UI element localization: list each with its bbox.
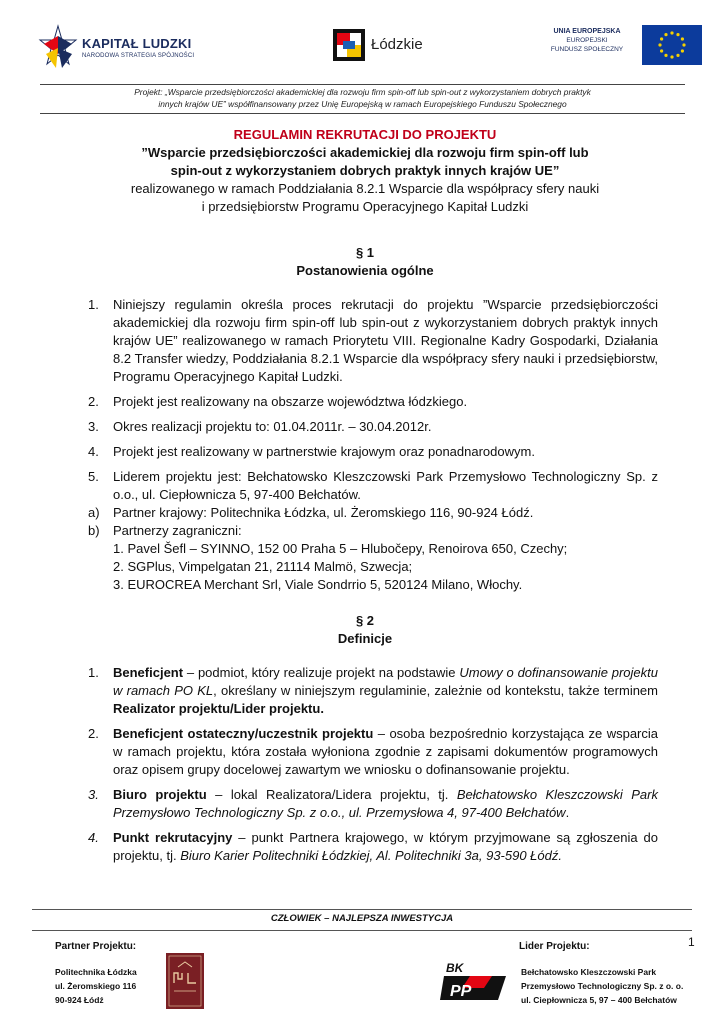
definition-italic: Biuro Karier Politechniki Łódzkiej, Al. Politechniki 3a, 93-590 Łódź. (180, 848, 562, 863)
eu-flag-icon (642, 25, 702, 65)
list-item-text: Okres realizacji projektu to: 01.04.2011r. – 30.04.2012r. (113, 419, 432, 434)
definition-italic: Bełchatowsko Kleszczowski Park Przemysłowo Technologiczny Sp. z o.o., ul. Przemysłowa 4, 97-400 Bełchatów (113, 787, 658, 820)
section-1-title: Postanowienia ogólne (296, 263, 434, 278)
lider-address-line: Bełchatowsko Kleszczowski Park (521, 967, 657, 977)
list-item (88, 443, 658, 461)
list-item-number: 2. (88, 394, 99, 409)
partner-foreign-text: Partnerzy zagraniczni: (113, 523, 242, 538)
section-1-heading (60, 244, 670, 280)
list-item-number: 1. (88, 297, 99, 312)
foreign-partner-2: 2. SGPlus, Vimpelgatan 21, 21114 Malmö, Szwecja; (113, 559, 413, 574)
title-line-3: realizowanego w ramach Poddziałania 8.2.1 Wsparcie dla współpracy sfery nauki (130, 181, 600, 196)
list-item-letter: b) (88, 523, 100, 538)
section-2-title: Definicje (337, 631, 393, 646)
list-item-text: Projekt jest realizowany w partnerstwie krajowym oraz ponadnarodowym. (113, 444, 535, 459)
definition-number: 3. (88, 787, 99, 802)
list-item-text: Niniejszy regulamin określa proces rekrutacji do projektu ”Wsparcie przedsiębiorczości akademickiej dla rozwoju firm spin-off lub spin-out z wykorzystaniem dobrych praktyk innych krajów UE” realizowanego w ramach Priorytetu VIII. Regionalne Kadry Gospodarki, Działania 8.2 Transfer wiedzy, Poddziałania 8.2.1 Wsparcie dla współpracy sfery nauki i przedsiębiorstw, Programu Operacyjnego Kapitał Ludzki. (113, 297, 658, 384)
section-2-number: § 2 (355, 613, 375, 628)
lider-address-line: Przemysłowo Technologiczny Sp. z o. o. (521, 981, 684, 991)
eu-line-1: UNIA EUROPEJSKA (553, 28, 621, 35)
definition-text: – podmiot, który realizuje projekt na podstawie (183, 665, 460, 680)
lider-label: Lider Projektu: (519, 941, 590, 952)
list-item-number: 5. (88, 469, 99, 484)
foreign-partner-1: 1. Pavel Šefl – SYINNO, 152 00 Praha 5 – Hlubočepy, Renoirova 650, Czechy; (113, 541, 568, 556)
title-line-4: i przedsiębiorstw Programu Operacyjnego Kapitał Ludzki (201, 199, 529, 214)
definition-number: 2. (88, 726, 99, 741)
title-line-2: spin-out z wykorzystaniem dobrych praktyk innych krajów UE” (170, 163, 560, 178)
definition-text: , określany w niniejszym regulaminie, zależnie od kontekstu, także terminem (213, 683, 658, 698)
partner-national-item (88, 504, 658, 522)
definition-text: – punkt Partnera krajowego, w którym przyjmowane są zgłoszenia do projektu, tj. (113, 830, 659, 863)
partner-address-line: 90-924 Łódź (55, 995, 104, 1005)
lodzkie-logo (331, 27, 431, 67)
partner-national-text: Partner krajowy: Politechnika Łódzka, ul. Żeromskiego 116, 90-924 Łódź. (113, 505, 534, 520)
definition-item (88, 786, 658, 822)
definition-item (88, 664, 658, 718)
list-item (88, 393, 658, 411)
section-2-heading (60, 612, 670, 648)
list-item (88, 418, 658, 436)
lider-address (521, 965, 683, 1007)
list-item-number: 4. (88, 444, 99, 459)
footer-divider-top (32, 909, 692, 910)
partner-address (55, 965, 137, 1007)
list-item-text: Liderem projektu jest: Bełchatowsko Kleszczowski Park Przemysłowo Technologiczny Sp. z o.o., ul. Ciepłownicza 5, 97-400 Bełchatów. (113, 469, 658, 502)
title-line-1: ”Wsparcie przedsiębiorczości akademickiej dla rozwoju firm spin-off lub (141, 145, 589, 160)
list-item-number: 3. (88, 419, 99, 434)
definition-bold: Realizator projektu/Lider projektu. (113, 701, 324, 716)
list-item (88, 468, 658, 504)
kapital-ludzki-title: KAPITAŁ LUDZKI (82, 36, 192, 51)
project-note-line-2: innych krajów UE” współfinansowany przez Unię Europejską w ramach Europejskiego Funduszu Społecznego (158, 99, 567, 109)
lider-address-line: ul. Ciepłownicza 5, 97 – 400 Bełchatów (521, 995, 677, 1005)
footer-divider-bottom (32, 930, 692, 931)
svg-text:BK: BK (446, 961, 464, 975)
page-header (0, 0, 725, 82)
politechnika-lodzka-logo-icon (166, 953, 204, 1009)
definition-term: Beneficjent (113, 665, 184, 680)
eu-text (532, 27, 642, 54)
header-divider (40, 113, 685, 114)
eu-logo (540, 17, 708, 73)
definition-text: – osoba bezpośrednio korzystająca ze wsparcia w ramach projektu, która została wyłoniona zgodnie z zapisami dokumentów programowych oraz opisem grupy docelowej zawartym we wniosku o dofinansowanie projektu. (113, 726, 659, 777)
definition-number: 4. (88, 830, 99, 845)
kapital-ludzki-logo (38, 24, 208, 74)
eu-line-2: EUROPEJSKI (566, 37, 608, 44)
lodzkie-mark-icon (331, 27, 367, 63)
list-item-text: Projekt jest realizowany na obszarze województwa łódzkiego. (113, 394, 468, 409)
svg-text:PP: PP (450, 983, 472, 1000)
partner-address-line: Politechnika Łódzka (55, 967, 137, 977)
list-item (88, 296, 658, 386)
title-heading: REGULAMIN REKRUTACJI DO PROJEKTU (233, 127, 497, 142)
bkppt-logo-icon (440, 958, 510, 1004)
definition-item (88, 725, 658, 779)
definition-italic: Umowy o dofinansowanie projektu w ramach PO KL (113, 665, 658, 698)
kapital-ludzki-subtitle: NARODOWA STRATEGIA SPÓJNOŚCI (82, 53, 195, 59)
partner-foreign-item (88, 522, 658, 540)
section-1-number: § 1 (355, 245, 375, 260)
document-title (60, 126, 670, 216)
definition-end: . (565, 805, 570, 820)
definition-term: Biuro projektu (113, 787, 207, 802)
definition-item (88, 829, 658, 865)
list-item-letter: a) (88, 505, 100, 520)
foreign-partner-3: 3. EUROCREA Merchant Srl, Viale Sondrrio 5, 520124 Milano, Włochy. (113, 577, 523, 592)
page-number: 1 (688, 935, 695, 949)
definition-term: Punkt rekrutacyjny (113, 830, 233, 845)
kapital-ludzki-star-icon (38, 24, 78, 70)
partner-address-line: ul. Żeromskiego 116 (55, 981, 137, 991)
definition-term: Beneficjent ostateczny/uczestnik projektu (113, 726, 374, 741)
section-2-list (88, 664, 658, 865)
definition-number: 1. (88, 665, 99, 680)
footer-slogan: CZŁOWIEK – NAJLEPSZA INWESTYCJA (270, 913, 454, 924)
lodzkie-name: Łódzkie (371, 36, 423, 53)
partner-label: Partner Projektu: (55, 941, 137, 952)
definition-text: – lokal Realizatora/Lidera projektu, tj. (206, 787, 457, 802)
project-note-line-1: Projekt: „Wsparcie przedsiębiorczości akademickiej dla rozwoju firm spin-off lub spin-out z wykorzystaniem dobrych praktyk (134, 87, 591, 97)
project-note (40, 84, 685, 110)
eu-line-3: FUNDUSZ SPOŁECZNY (550, 46, 624, 53)
section-1-list (88, 296, 658, 594)
